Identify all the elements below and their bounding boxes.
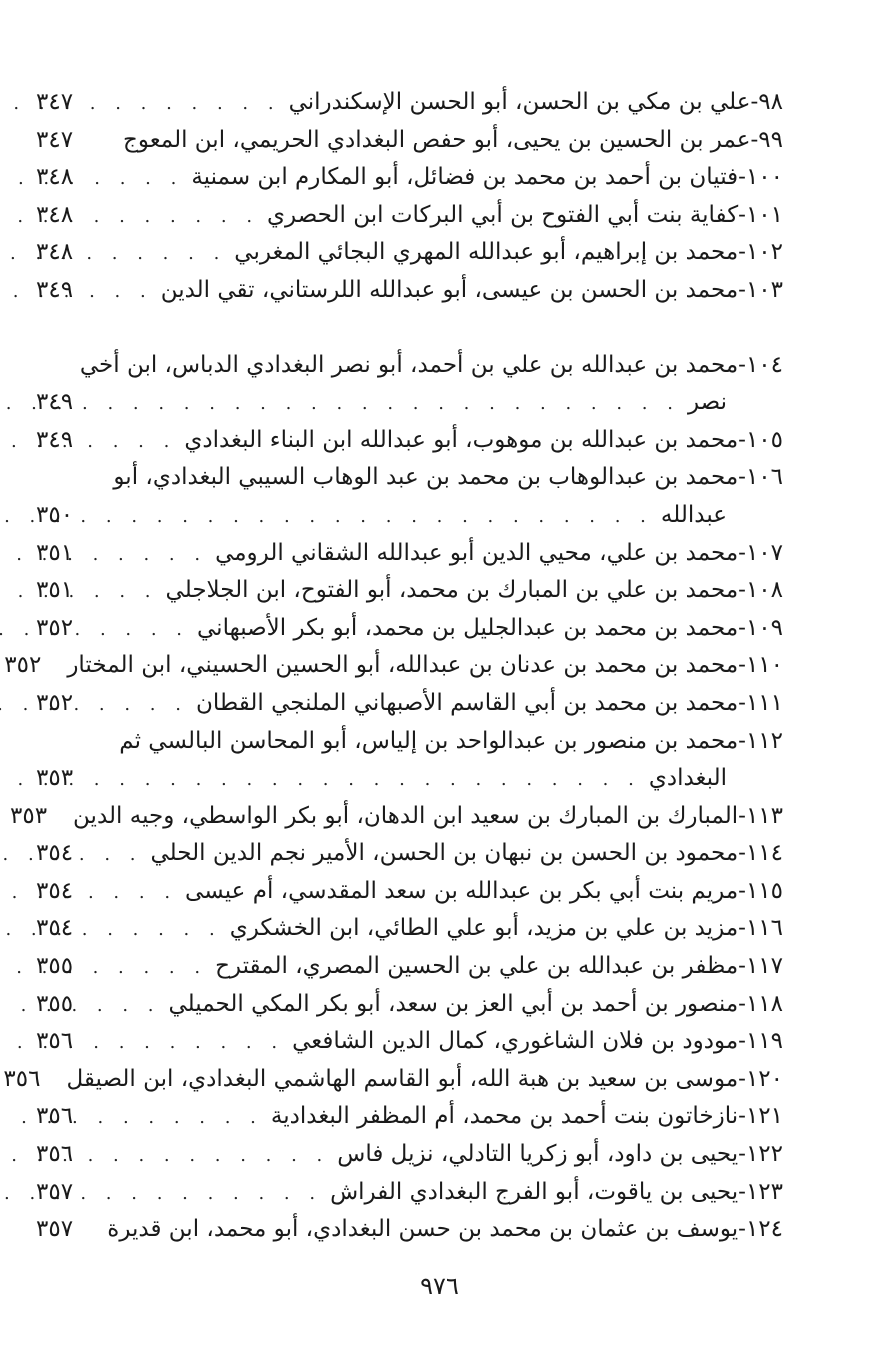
dot-leader [81,836,142,874]
toc-entry [36,610,783,648]
entry-page-number: ٣٤٨ [36,201,74,228]
toc-entry-line [9,798,783,836]
dot-leader [81,1099,263,1137]
toc-entry [36,572,783,610]
toc-entry-line [36,986,783,1024]
toc-entry-line [36,497,783,535]
toc-entry [36,1136,783,1174]
toc-entry [36,986,783,1024]
entry-number: ١٠٣- [738,276,783,303]
toc-entry-line [36,159,783,197]
dot-leader [81,1024,284,1062]
entry-page-number: ٣٥٧ [36,1178,74,1205]
toc-entry [36,910,783,948]
toc-entry [36,873,783,911]
dot-leader [81,874,177,912]
entry-title: المبارك بن المبارك بن سعيد ابن الدهان، أبو بكر الواسطي، وجيه الدين [73,802,739,829]
toc-entry-line [36,122,783,160]
toc-entry [36,1023,783,1061]
toc-entry [36,272,783,310]
entry-page-number: ٣٤٩ [36,276,74,303]
entry-number: ١٠١- [738,201,783,228]
dot-leader [81,611,189,649]
entry-title: يحيى بن ياقوت، أبو الفرج البغدادي الفراش [330,1178,739,1205]
dot-leader [81,1137,329,1175]
entry-title: محمد بن منصور بن عبدالواحد بن إلياس، أبو المحاسن البالسي ثم [119,727,739,754]
entry-title: نصر [687,389,727,416]
entry-title: منصور بن أحمد بن أبي العز بن سعد، أبو بكر المكي الحميلي [168,990,739,1017]
entry-title: مزيد بن علي بن مزيد، أبو علي الطائي، ابن الخشكري [229,915,739,942]
entry-number: ٩٩- [750,126,783,153]
entry-page-number: ٣٥٤ [36,915,74,942]
entry-title: محمد بن علي بن المبارك بن محمد، أبو الفتوح، ابن الجلاجلي [165,577,739,604]
entry-number: ٩٨- [750,89,783,115]
toc-entry [9,798,783,836]
toc-entry [36,1211,783,1249]
toc-entry-line [36,948,783,986]
dot-leader [81,536,207,574]
entry-number: ١١٠- [738,652,783,679]
entry-page-number: ٣٥٣ [9,802,48,829]
entry-title: محمود بن الحسن بن نبهان بن الحسن، الأمير نجم الدين الحلي [150,840,739,867]
table-of-contents [3,84,783,1249]
toc-entry [36,122,783,160]
dot-leader [81,160,183,198]
dot-leader [81,573,157,611]
toc-entry-line [36,197,783,235]
toc-entry [36,159,783,197]
toc-entry [36,723,783,798]
entry-page-number: ٣٥٦ [36,1103,74,1130]
entry-page-number: ٣٥٢ [4,652,42,679]
dot-leader [81,235,226,273]
entry-title: علي بن مكي بن الحسن، أبو الحسن الإسكندراني [288,89,751,115]
entry-title: محمد بن عبدالله بن علي بن أحمد، أبو نصر البغدادي الدباس، ابن أخي [79,351,739,378]
toc-entry-line [4,647,783,685]
entry-title: يحيى بن داود، أبو زكريا التادلي، نزيل فاس [337,1141,739,1168]
toc-entry-line [36,910,783,948]
entry-title: البغدادي [648,765,727,792]
toc-entry [36,1098,783,1136]
entry-number: ١٠٩- [738,614,783,641]
entry-page-number: ٣٤٩ [36,426,74,453]
entry-number: ١١٣- [738,802,783,829]
entry-page-number: ٣٤٨ [36,164,74,191]
section-gap [36,310,783,347]
entry-number: ١١٨- [738,990,783,1017]
entry-number: ١١٩- [738,1028,783,1055]
toc-entry [36,197,783,235]
entry-title: مودود بن فلان الشاغوري، كمال الدين الشافعي [292,1028,739,1055]
toc-entry-line [36,84,783,122]
entry-title: فتيان بن أحمد بن محمد بن فضائل، أبو المكارم ابن سمنية [191,164,739,191]
entry-page-number: ٣٥٤ [36,877,74,904]
entry-page-number: ٣٤٩ [36,389,74,416]
entry-title: نازخاتون بنت أحمد بن محمد، أم المظفر البغدادية [270,1103,739,1130]
entry-title: محمد بن عبدالله بن موهوب، أبو عبدالله ابن البناء البغدادي [184,426,739,453]
entry-title: محمد بن عبدالوهاب بن محمد بن عبد الوهاب السيبي البغدادي، أبو [113,464,739,491]
entry-number: ١٠٦- [738,464,783,491]
dot-leader [81,273,153,311]
toc-entry [36,84,783,122]
dot-leader [81,686,188,724]
entry-number: ١١٤- [738,840,783,867]
entry-page-number: ٣٥١ [36,539,74,566]
entry-number: ١٠٢- [738,239,783,266]
toc-entry [36,234,783,272]
entry-number: ١٢١- [738,1103,783,1130]
entry-page-number: ٣٥٢ [36,614,74,641]
dot-leader [81,85,281,123]
toc-entry-line [36,272,783,310]
entry-page-number: ٣٥٧ [36,1216,74,1243]
entry-page-number: ٣٥٦ [36,1028,74,1055]
toc-entry [36,535,783,573]
toc-entry-line [36,234,783,272]
entry-number: ١١٧- [738,953,783,980]
toc-entry-line [36,1023,783,1061]
toc-entry-line [36,535,783,573]
entry-page-number: ٣٤٨ [36,239,74,266]
entry-number: ١١٥- [738,877,783,904]
toc-entry [36,422,783,460]
entry-title: عبدالله [660,501,727,528]
toc-entry-line [36,1098,783,1136]
toc-entry-line [36,459,783,497]
toc-entry-line [36,572,783,610]
dot-leader [81,198,259,236]
toc-entry [4,647,783,685]
entry-title: عمر بن الحسين بن يحيى، أبو حفص البغدادي الحريمي، ابن المعوج [122,126,751,153]
toc-entry [36,347,783,422]
dot-leader [81,498,653,536]
toc-entry-line [36,384,783,422]
entry-title: محمد بن محمد بن أبي القاسم الأصبهاني الملنجي القطان [195,689,739,716]
entry-title: موسى بن سعيد بن هبة الله، أبو القاسم الهاشمي البغدادي، ابن الصيقل [66,1065,739,1092]
entry-page-number: ٣٤٧ [36,89,74,115]
entry-title: يوسف بن عثمان بن محمد بن حسن البغدادي، أبو محمد، ابن قديرة [107,1216,739,1243]
entry-number: ١٠٠- [738,164,783,191]
entry-title: محمد بن إبراهيم، أبو عبدالله المهري البجائي المغربي [234,239,739,266]
entry-number: ١٠٧- [738,539,783,566]
entry-number: ١١٦- [738,915,783,942]
entry-title: محمد بن محمد بن عبدالجليل بن محمد، أبو بكر الأصبهاني [197,614,739,641]
entry-number: ١٢٢- [738,1141,783,1168]
entry-number: ١٢٤- [738,1216,783,1243]
entry-number: ١٢٣- [738,1178,783,1205]
dot-leader [81,761,641,799]
entry-title: مظفر بن عبدالله بن علي بن الحسين المصري، المقترح [215,953,739,980]
entry-page-number: ٣٥٦ [36,1141,74,1168]
entry-number: ١٢٠- [738,1065,783,1092]
entry-number: ١١١- [738,689,783,716]
entry-title: محمد بن محمد بن عدنان بن عبدالله، أبو الحسين الحسيني، ابن المختار [67,652,739,679]
toc-entry-line [36,835,783,873]
entry-page-number: ٣٥٥ [36,953,74,980]
entry-page-number: ٣٤٧ [36,126,74,153]
toc-entry [36,685,783,723]
entry-page-number: ٣٥١ [36,577,74,604]
toc-entry [36,459,783,534]
entry-number: ١١٢- [738,727,783,754]
entry-page-number: ٣٥٣ [36,765,74,792]
entry-page-number: ٣٥٠ [36,501,74,528]
toc-entry-line [36,610,783,648]
toc-entry-line [36,1211,783,1249]
entry-number: ١٠٥- [738,426,783,453]
toc-entry-line [3,1061,783,1099]
toc-entry-line [36,422,783,460]
entry-page-number: ٣٥٢ [36,689,74,716]
entry-number: ١٠٨- [738,577,783,604]
toc-entry [36,948,783,986]
dot-leader [81,1175,322,1213]
toc-entry-line [36,685,783,723]
toc-entry-line [36,760,783,798]
entry-title: محمد بن علي، محيي الدين أبو عبدالله الشقاني الرومي [215,539,739,566]
entry-title: محمد بن الحسن بن عيسى، أبو عبدالله اللرستاني، تقي الدين [160,276,739,303]
toc-entry-line [36,1136,783,1174]
dot-leader [81,949,207,987]
entry-title: كفاية بنت أبي الفتوح بن أبي البركات ابن الحصري [267,201,739,228]
toc-entry-line [36,347,783,385]
entry-page-number: ٣٥٤ [36,840,74,867]
toc-entry [36,835,783,873]
toc-entry-line [36,723,783,761]
toc-entry-line [36,873,783,911]
dot-leader [81,423,176,461]
dot-leader [81,911,222,949]
entry-page-number: ٣٥٦ [3,1065,41,1092]
dot-leader [81,385,680,423]
toc-entry-line [36,1174,783,1212]
page-number: ٩٧٦ [420,1272,459,1300]
entry-title: مريم بنت أبي بكر بن عبدالله بن سعد المقدسي، أم عيسى [185,877,739,904]
entry-page-number: ٣٥٥ [36,990,74,1017]
toc-entry [3,1061,783,1099]
dot-leader [81,987,160,1025]
entry-number: ١٠٤- [738,351,783,378]
toc-entry [36,1174,783,1212]
